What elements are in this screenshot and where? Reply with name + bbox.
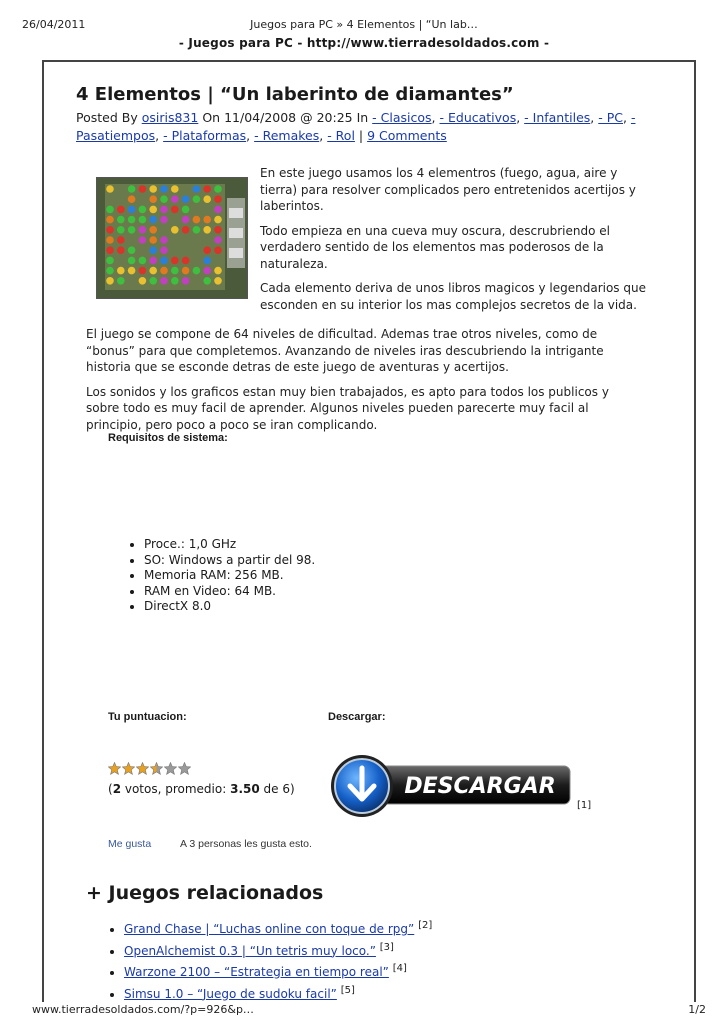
related-item <box>124 960 432 982</box>
intro-paragraph: Cada elemento deriva de unos libros magicos y legendarios que esconden en su interior los mas complejos secretos de la vida. <box>260 281 646 312</box>
requirement-item: • SO: Windows a partir del 98. <box>144 553 344 569</box>
star-icon[interactable] <box>178 762 191 775</box>
related-ref: [3] <box>379 941 394 953</box>
download-button[interactable] <box>330 752 575 820</box>
rating-votes <box>108 782 295 796</box>
votes-suffix: de 6) <box>259 782 295 796</box>
posted-by-label: Posted By <box>76 110 138 125</box>
star-icon[interactable] <box>150 762 163 775</box>
post-title: 4 Elementos | “Un laberinto de diamantes” <box>76 84 514 105</box>
intro-text <box>260 165 650 321</box>
related-title: + Juegos relacionados <box>86 882 324 904</box>
like-button[interactable]: Me gusta <box>108 838 152 850</box>
related-item <box>124 982 432 1004</box>
rating-stars[interactable] <box>108 762 191 775</box>
category-link[interactable]: - Pasatiempos <box>76 110 636 143</box>
rating-title: Tu puntuacion: <box>108 711 187 723</box>
comments-link[interactable]: 9 Comments <box>367 128 447 143</box>
votes-prefix: ( <box>108 782 113 796</box>
requirement-item: • Proce.: 1,0 GHz <box>144 537 344 553</box>
category-link[interactable]: - Remakes <box>254 128 320 143</box>
category-link[interactable]: - Clasicos <box>372 110 432 125</box>
requirement-item: • Memoria RAM: 256 MB. <box>144 568 344 584</box>
post-meta: Posted By osiris831 On 11/04/2008 @ 20:25 In - Clasicos, - Educativos, - Infantiles, - PC, - Pasatiempos, - Plataformas, - Remakes, - Rol | 9 Comments <box>76 110 636 143</box>
votes-average: 3.50 <box>230 782 260 796</box>
on-label: On <box>202 110 221 125</box>
print-footer-url: www.tierradesoldados.com/?p=926&p… <box>32 1003 254 1016</box>
print-date: 26/04/2011 <box>22 18 86 31</box>
like-count-text: A 3 personas les gusta esto. <box>180 838 312 850</box>
body-section <box>86 326 641 441</box>
game-screenshot[interactable] <box>96 177 248 299</box>
related-link[interactable]: Grand Chase | “Luchas online con toque de rpg” <box>124 922 415 936</box>
download-banner-text: DESCARGAR <box>404 774 556 799</box>
category-link[interactable]: - PC <box>598 110 623 125</box>
author-link[interactable]: osiris831 <box>141 110 199 125</box>
star-icon[interactable] <box>122 762 135 775</box>
star-icon[interactable] <box>164 762 177 775</box>
in-label: In <box>356 110 369 125</box>
related-link[interactable]: OpenAlchemist 0.3 | “Un tetris muy loco.” <box>124 943 376 958</box>
requirement-item: • DirectX 8.0 <box>144 599 344 615</box>
votes-mid: votos, promedio: <box>121 782 231 796</box>
related-ref: [5] <box>340 984 355 996</box>
game-board-image <box>97 178 247 298</box>
star-icon[interactable] <box>108 762 121 775</box>
related-list <box>106 917 432 1003</box>
requirement-item: • RAM en Video: 64 MB. <box>144 584 344 600</box>
print-page-number: 1/2 <box>688 1003 706 1016</box>
download-title: Descargar: <box>328 711 386 723</box>
download-ref: [1] <box>577 800 592 811</box>
print-tab-title: Juegos para PC » 4 Elementos | “Un lab… <box>250 18 478 31</box>
requirements-title: Requisitos de sistema: <box>108 432 228 444</box>
intro-paragraph: En este juego usamos los 4 elementros (fuego, agua, aire y tierra) para resolver complicados pero entretenidos acertijos y laberintos. <box>260 166 636 213</box>
related-ref: [4] <box>392 963 407 974</box>
category-link[interactable]: - Rol <box>327 128 355 143</box>
star-icon[interactable] <box>136 762 149 775</box>
intro-paragraph: Todo empieza en una cueva muy oscura, descrubriendo el verdadero sentido de los elementos mas poderosos de la naturaleza. <box>260 223 610 271</box>
post-date: 11/04/2008 @ 20:25 <box>224 110 353 125</box>
post-content <box>76 84 650 325</box>
related-ref: [2] <box>418 920 433 931</box>
related-link[interactable]: Simsu 1.0 – “Juego de sudoku facil” <box>124 986 337 1001</box>
related-link[interactable]: Warzone 2100 – “Estrategia en tiempo real” <box>124 965 389 979</box>
body-paragraph: Los sonidos y los graficos estan muy bien trabajados, es apto para todos los publicos y sobre todo es muy facil de aprender. Algunos niveles pueden parecerte muy facil al principio, pero poco a poco se iran complicando. <box>86 384 609 432</box>
related-item <box>124 939 432 961</box>
body-paragraph: El juego se compone de 64 niveles de dificultad. Ademas trae otros niveles, como de “bonus” para que completemos. Avanzando de niveles iras descubriendo la intrigante historia que se esconde detras de este juego de aventuras y acertijos. <box>86 327 604 374</box>
related-item <box>124 917 432 939</box>
intro-section <box>76 165 650 325</box>
votes-count: 2 <box>112 782 122 796</box>
category-link[interactable]: - Infantiles <box>524 110 591 125</box>
category-link[interactable]: - Educativos <box>439 110 517 125</box>
requirements-list <box>126 537 344 615</box>
category-link[interactable]: - Plataformas <box>163 128 247 143</box>
site-banner: - Juegos para PC - http://www.tierradesoldados.com - <box>178 36 550 50</box>
